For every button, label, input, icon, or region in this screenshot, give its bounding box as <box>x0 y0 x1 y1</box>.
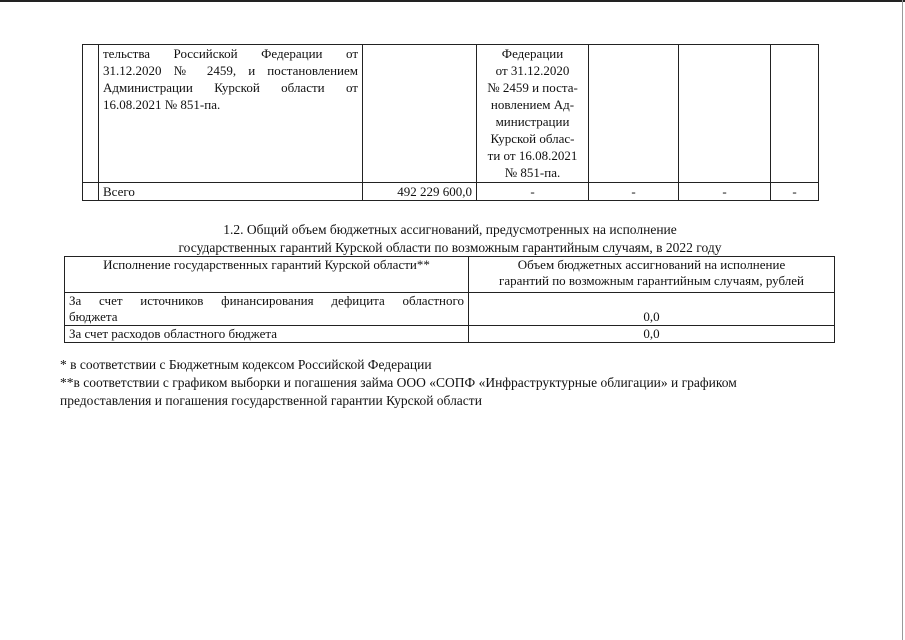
footnote-schedule: **в соответствии с графиком выборки и погашения займа ООО «СОПФ «Инфраструктурные облигации» и графиком <box>60 375 737 390</box>
empty-cell <box>679 45 771 183</box>
header-line: Объем бюджетных ассигнований на исполнение <box>517 257 786 272</box>
basis-line: 16.08.2021 № 851-па. <box>103 97 221 112</box>
header-guarantee-execution: Исполнение государственных гарантий Курской области** <box>65 257 469 293</box>
condition-line: от 31.12.2020 <box>495 63 570 78</box>
empty-cell <box>589 45 679 183</box>
condition-line: № 851-па. <box>504 165 561 180</box>
header-line: гарантий по возможным гарантийным случаям, рублей <box>499 273 804 288</box>
section-heading-line2: государственных гарантий Курской области по возможным гарантийным случаям, в 2022 году <box>178 240 722 255</box>
assignments-table <box>64 256 835 343</box>
footnotes <box>60 356 840 410</box>
header-budget-volume <box>469 257 835 293</box>
basis-line: тельства Российской Федерации от <box>103 46 358 61</box>
footnote-budget-code: * в соответствии с Бюджетным кодексом Российской Федерации <box>60 357 432 372</box>
section-heading-line1: 1.2. Общий объем бюджетных ассигнований, предусмотренных на исполнение <box>223 222 677 237</box>
basis-line: Администрации Курской области от <box>103 80 358 95</box>
row-value: 0,0 <box>469 326 835 343</box>
page-top-edge <box>0 0 905 2</box>
table-row <box>65 326 835 343</box>
total-dash: - <box>589 183 679 201</box>
table-row <box>83 45 819 183</box>
condition-cell <box>477 45 589 183</box>
table-header-row <box>65 257 835 293</box>
basis-cell <box>99 45 363 183</box>
condition-line: министрации <box>495 114 570 129</box>
condition-line: новлением Ад- <box>490 97 575 112</box>
table-row <box>65 293 835 326</box>
guarantees-table-continued <box>82 44 819 201</box>
condition-line: Курской облас- <box>490 131 575 146</box>
footnote-schedule-cont: предоставления и погашения государственной гарантии Курской области <box>60 393 482 408</box>
total-row <box>83 183 819 201</box>
total-dash: - <box>679 183 771 201</box>
row-label-line: За счет источников финансирования дефицита областного <box>69 293 464 308</box>
total-amount: 492 229 600,0 <box>363 183 477 201</box>
total-dash: - <box>771 183 819 201</box>
row-number-cell <box>83 45 99 183</box>
row-number-cell <box>83 183 99 201</box>
condition-line: ти от 16.08.2021 <box>487 148 578 163</box>
row-label: За счет расходов областного бюджета <box>65 326 469 343</box>
condition-line: № 2459 и поста- <box>487 80 578 95</box>
total-label: Всего <box>99 183 363 201</box>
amount-cell <box>363 45 477 183</box>
row-label-line: бюджета <box>69 309 118 324</box>
empty-cell <box>771 45 819 183</box>
row-label <box>65 293 469 326</box>
condition-line: Федерации <box>501 46 564 61</box>
row-value: 0,0 <box>469 293 835 326</box>
basis-line: 31.12.2020 № 2459, и постановлением <box>103 63 358 78</box>
total-dash: - <box>477 183 589 201</box>
page-right-edge <box>902 0 903 640</box>
